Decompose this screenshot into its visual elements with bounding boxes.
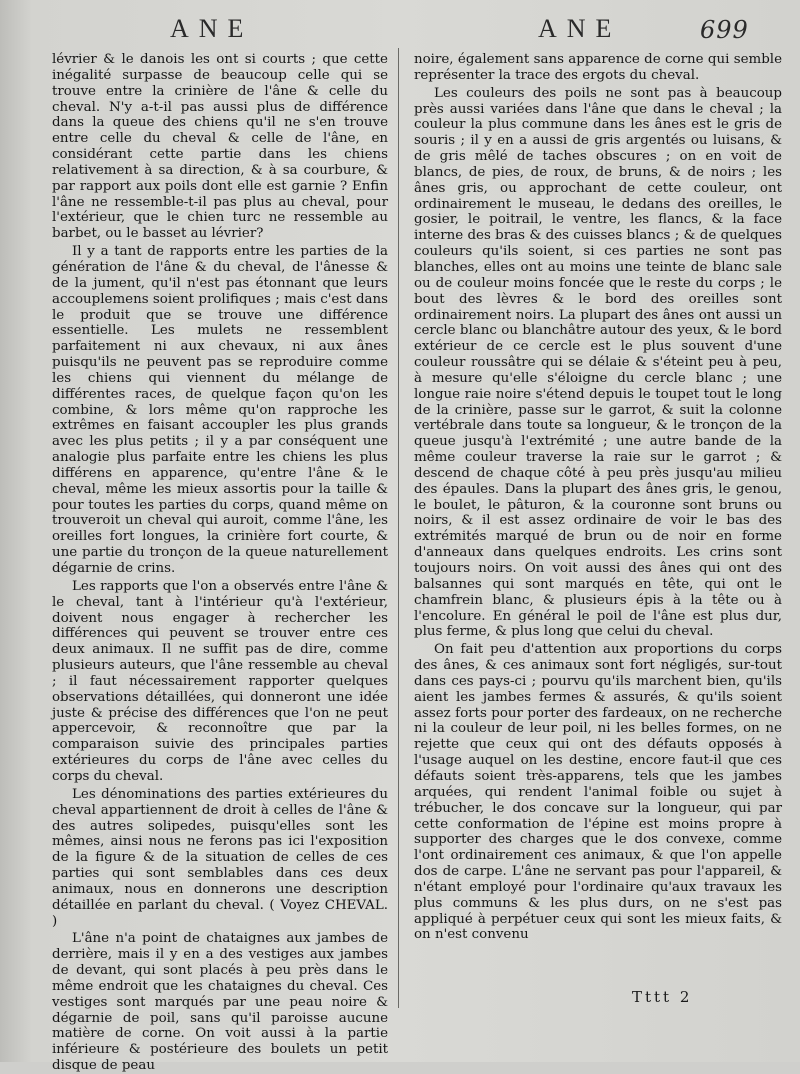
paragraph: L'âne n'a point de chataignes aux jambes de derrière, mais il y en a des vestiges aux jambes de devant, qui sont placés à peu près dans le même endroit que les chataignes du cheval. Ces vestiges sont marqués par une peau noire & dégarnie de poil, sans qu'il paroisse aucune matière de corne. On voit aussi à la partie inférieure & postérieure des boulets un petit disque de peau: [52, 931, 388, 1074]
paragraph: Les dénominations des parties extérieures du cheval appartiennent de droit à celles de l'âne & des autres solipedes, puisqu'elles sont les mêmes, ainsi nous ne ferons pas ici l'exposition de la figure & de la situation de celles de ces parties qui sont semblables dans ces deux animaux, nous en donnerons une description détaillée en parlant du cheval. ( Voyez CHEVAL. ): [52, 786, 388, 929]
running-head-right: ANE: [538, 14, 622, 43]
paragraph: lévrier & le danois les ont si courts ; que cette inégalité surpasse de beaucoup celle qui se trouve entre la crinière de l'âne & celle du cheval. N'y a-t-il pas aussi plus de différence dans la queue des chiens qu'il ne s'en trouve entre celle du cheval & celle de l'âne, en considérant cette partie dans les chiens relativement à sa direction, & à sa courbure, & par rapport aux poils dont elle est garnie ? Enfin l'âne ne ressemble-t-il pas plus au cheval, pour l'extérieur, que le chien turc ne ressemble au barbet, ou le basset au lévrier?: [52, 52, 388, 242]
paragraph: On fait peu d'attention aux proportions du corps des ânes, & ces animaux sont fort négligés, sur-tout dans ces pays-ci ; pourvu qu'ils marchent bien, qu'ils aient les jambes fermes & assurés, & qu'ils soient assez forts pour porter des fardeaux, on ne recherche ni la couleur de leur poil, ni les belles formes, on ne rejette que ceux qui ont des défauts opposés à l'usage auquel on les destine, encore faut-il que ces défauts soient très-apparens, tels que les jambes arquées, qui rendent l'animal foible ou sujet à trébucher, le dos concave sur la longueur, qui par cette conformation de l'épine est moins propre à supporter des charges que le dos convexe, comme l'ont ordinairement ces animaux, & que l'on appelle dos de carpe. L'âne ne servant pas pour l'appareil, & n'étant employé pour l'ordinaire qu'aux travaux les plus communs & les plus durs, on ne s'est pas appliqué à perpétuer ceux qui sont les mieux faits, & on n'est convenu: [414, 642, 782, 943]
paragraph: Les rapports que l'on a observés entre l'âne & le cheval, tant à l'intérieur qu'à l'extérieur, doivent nous engager à rechercher les différences qui peuvent se trouver entre ces deux animaux. Il ne suffit pas de dire, comme plusieurs auteurs, que l'âne ressemble au cheval ; il faut nécessairement rapporter quelques observations détaillées, qui donneront une idée juste & précise des différences que l'on ne peut appercevoir, & reconnoître que par la comparaison suivie des principales parties extérieures du corps de l'âne avec celles du corps du cheval.: [52, 578, 388, 784]
column-divider: [398, 48, 399, 1008]
right-column: [414, 52, 782, 943]
running-head-left: ANE: [170, 14, 254, 43]
page-number: 699: [700, 16, 749, 44]
signature-mark: Tttt 2: [632, 988, 693, 1006]
paragraph: Il y a tant de rapports entre les parties de la génération de l'âne & du cheval, de l'ânesse & de la jument, qu'il n'est pas étonnant que leurs accouplemens soient prolifiques ; mais c'est dans le produit que se trouve une différence essentielle. Les mulets ne ressemblent parfaitement ni aux chevaux, ni aux ânes puisqu'ils ne peuvent pas se reproduire comme les chiens qui viennent du mélange de différentes races, de quelque façon qu'on les combine, & lors même qu'on rapproche les extrêmes en faisant accoupler les plus grands avec les plus petits ; il y a par conséquent une analogie plus parfaite entre les chiens les plus différens en apparence, qu'entre l'âne & le cheval, même les mieux assortis pour la taille & pour toutes les parties du corps, quand même on trouveroit un cheval qui auroit, comme l'âne, les oreilles fort longues, la crinière fort courte, & une partie du tronçon de la queue naturellement dégarnie de crins.: [52, 244, 388, 576]
paragraph: noire, également sans apparence de corne qui semble représenter la trace des ergots du cheval.: [414, 52, 782, 83]
paragraph: Les couleurs des poils ne sont pas à beaucoup près aussi variées dans l'âne que dans le cheval ; la couleur la plus commune dans les ânes est le gris de souris ; il y en a aussi de gris argentés ou luisans, & de gris mêlé de taches obscures ; on en voit de blancs, de pies, de roux, de bruns, & de noirs ; les ânes gris, ou approchant de cette couleur, ont ordinairement le museau, le dedans des oreilles, le gosier, le poitrail, le ventre, les flancs, & la face interne des bras & des cuisses blancs ; & de quelques couleurs qu'ils soient, si ces parties ne sont pas blanches, elles ont au moins une teinte de blanc sale ou de couleur moins foncée que le reste du corps ; le bout des lèvres & le bord des oreilles sont ordinairement noirs. La plupart des ânes ont aussi un cercle blanc ou blanchâtre autour des yeux, & le bord extérieur de ce cercle est le plus souvent d'une couleur roussâtre qui se délaie & s'éteint peu à peu, à mesure qu'elle s'éloigne du cercle blanc ; une longue raie noire s'étend depuis le toupet tout le long de la crinière, passe sur le garrot, & suit la colonne vertébrale dans toute sa longueur, & le tronçon de la queue jusqu'à l'extrémité ; une autre bande de la même couleur traverse la raie sur le garrot ; & descend de chaque côté à peu près jusqu'au milieu des épaules. Dans la plupart des ânes gris, le genou, le boulet, le pâturon, & la couronne sont bruns ou noirs, & il est assez ordinaire de voir le bas des extrémités marqué de brun ou de noir en forme d'anneaux dans quelques endroits. Les crins sont toujours noirs. On voit aussi des ânes qui ont des balsannes qui sont marqués en tête, qui ont le chamfrein blanc, & plusieurs épis à la tête ou à l'encolure. En général le poil de l'âne est plus dur, plus ferme, & plus long que celui du cheval.: [414, 85, 782, 640]
left-column: [52, 52, 388, 1074]
